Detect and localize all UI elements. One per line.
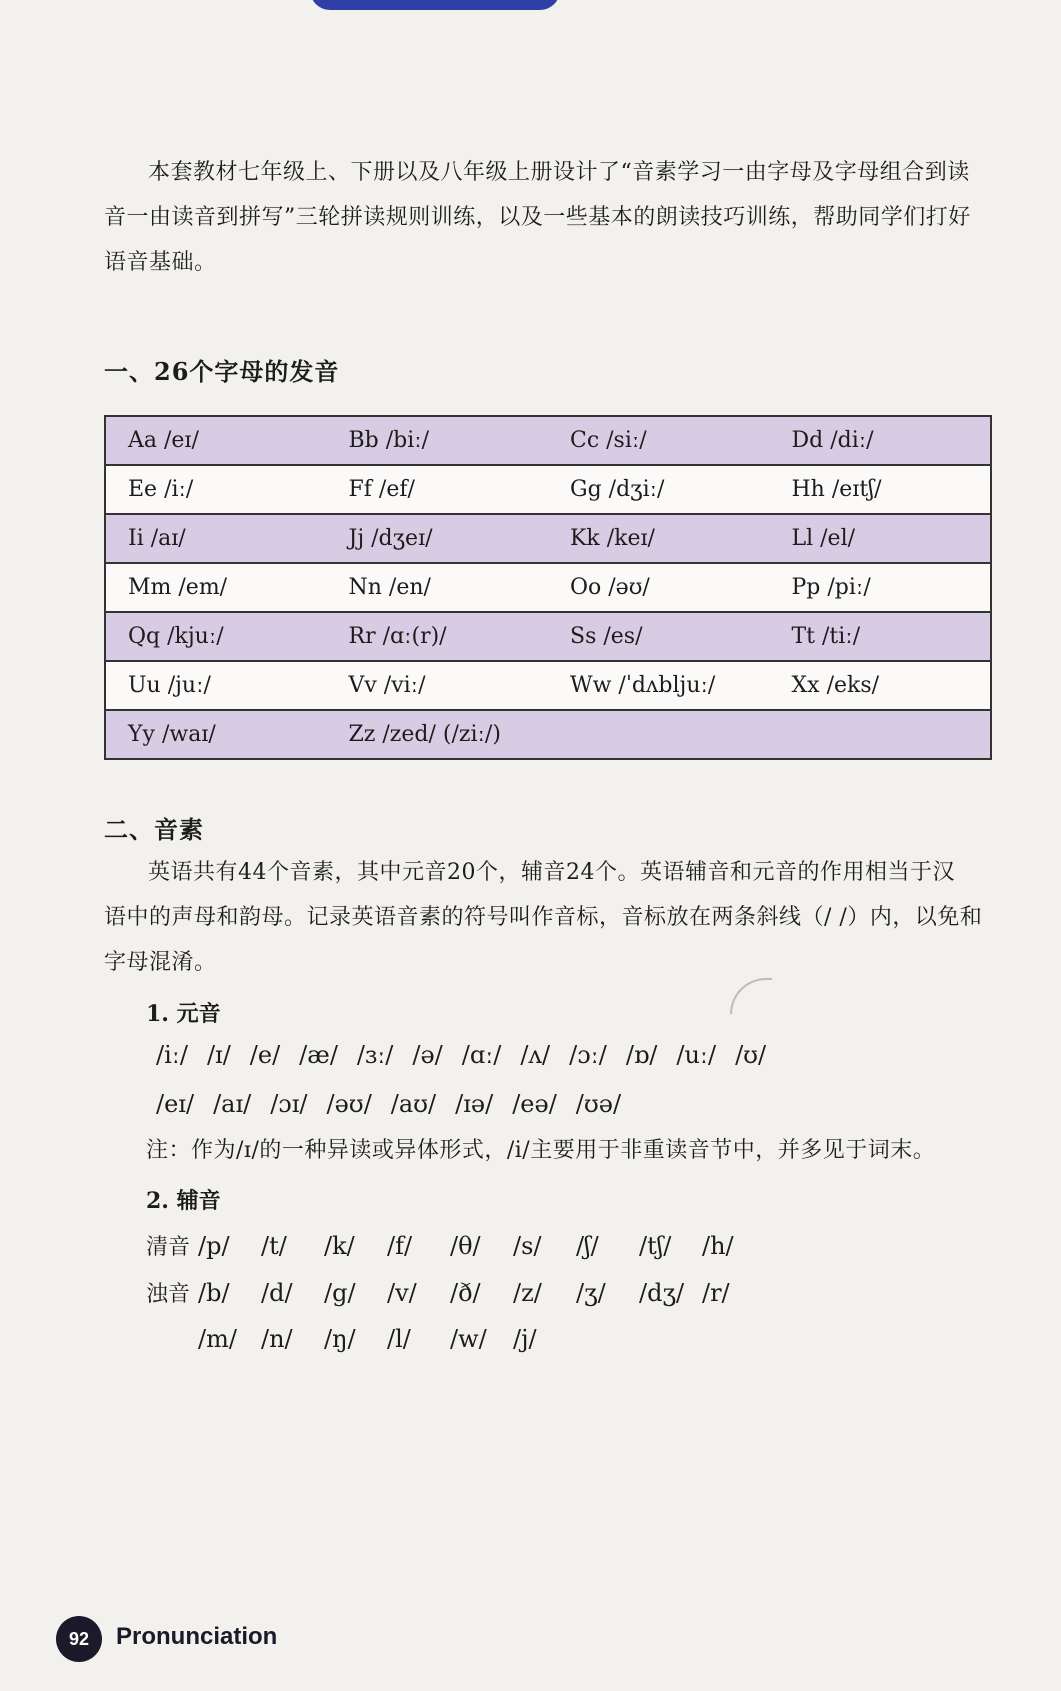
phoneme-symbol: /b/ [198, 1279, 230, 1307]
phoneme-symbol: /k/ [324, 1232, 355, 1260]
intro-paragraph [104, 150, 989, 285]
page-number: 92 [56, 1616, 102, 1662]
vowels-row-1 [156, 1041, 785, 1069]
letter-cell: Ll /el/ [770, 514, 992, 563]
letter-cell: Mm /em/ [105, 563, 327, 612]
note: 注：作为/ɪ/的一种异读或异体形式，/i/主要用于非重读音节中，并多见于词末。 [146, 1138, 936, 1163]
phoneme-symbol: /d/ [261, 1279, 293, 1307]
phoneme-symbol: /p/ [198, 1232, 230, 1260]
phoneme-symbol: /aʊ/ [390, 1090, 437, 1118]
phoneme-symbol: /z/ [513, 1279, 542, 1307]
footer-label: Pronunciation [116, 1623, 278, 1650]
letter-cell: Oo /əʊ/ [548, 563, 770, 612]
intro-line-1: 本套教材七年级上、下册以及八年级上册设计了“音素学习一由字母及字母组合到读 [148, 160, 970, 185]
letter-cell: Tt /tiː/ [770, 612, 992, 661]
phoneme-symbol: /dʒ/ [639, 1279, 685, 1307]
letter-cell: Hh /eɪtʃ/ [770, 465, 992, 514]
vowels-row-2 [156, 1090, 640, 1118]
phoneme-symbol: /iː/ [156, 1041, 188, 1069]
letter-cell: Xx /eks/ [770, 661, 992, 710]
phoneme-symbol: /r/ [702, 1279, 730, 1307]
consonants-title: 2. 辅音 [146, 1188, 221, 1214]
phoneme-symbol: /ŋ/ [324, 1325, 356, 1353]
phoneme-symbol: /əʊ/ [326, 1090, 372, 1118]
letter-cell: Cc /siː/ [548, 416, 770, 465]
letter-cell: Gg /dʒiː/ [548, 465, 770, 514]
section2-line-3: 字母混淆。 [104, 950, 217, 975]
letter-cell: Uu /juː/ [105, 661, 327, 710]
phoneme-symbol: /t/ [261, 1232, 287, 1260]
phoneme-symbol: /s/ [513, 1232, 542, 1260]
phoneme-symbol: /f/ [387, 1232, 413, 1260]
letter-cell: Yy /waɪ/ [105, 710, 327, 759]
letter-cell: Ff /ef/ [327, 465, 549, 514]
intro-line-3: 语音基础。 [104, 250, 217, 275]
letter-cell [770, 710, 992, 759]
phoneme-symbol: /h/ [702, 1232, 734, 1260]
letter-cell: Qq /kjuː/ [105, 612, 327, 661]
phoneme-symbol: /l/ [387, 1325, 411, 1353]
phoneme-symbol: /g/ [324, 1279, 356, 1307]
phoneme-symbol: /ɑː/ [461, 1041, 502, 1069]
phoneme-symbol: /ʊ/ [735, 1041, 767, 1069]
phoneme-symbol: /n/ [261, 1325, 293, 1353]
letter-cell: Rr /ɑː(r)/ [327, 612, 549, 661]
phoneme-symbol: /j/ [513, 1325, 537, 1353]
letter-cell: Ww /ˈdʌbljuː/ [548, 661, 770, 710]
alphabet-row [105, 563, 991, 612]
phoneme-symbol: /ə/ [412, 1041, 443, 1069]
letter-cell [548, 710, 770, 759]
phoneme-symbol: /θ/ [450, 1232, 481, 1260]
phoneme-symbol: /aɪ/ [213, 1090, 252, 1118]
phoneme-symbol: /w/ [450, 1325, 487, 1353]
section2-line-2: 语中的声母和韵母。记录英语音素的符号叫作音标，音标放在两条斜线（/ /）内，以免和 [104, 905, 983, 930]
phoneme-symbol: /ɔɪ/ [270, 1090, 308, 1118]
phoneme-symbol: /ð/ [450, 1279, 481, 1307]
letter-cell: Pp /piː/ [770, 563, 992, 612]
letter-cell: Ii /aɪ/ [105, 514, 327, 563]
section1-title: 一、26个字母的发音 [104, 357, 340, 386]
phoneme-symbol: /m/ [198, 1325, 237, 1353]
letter-cell: Aa /eɪ/ [105, 416, 327, 465]
vowels-title: 1. 元音 [146, 1001, 221, 1027]
voiceless-row [146, 1230, 765, 1261]
phoneme-symbol: /æ/ [299, 1041, 338, 1069]
letter-cell: Ss /es/ [548, 612, 770, 661]
alphabet-table [104, 415, 992, 760]
phoneme-symbol: /ʊə/ [575, 1090, 622, 1118]
phoneme-symbol: /ɒ/ [625, 1041, 658, 1069]
voiced-label: 浊音 [146, 1282, 191, 1307]
phoneme-symbol: /eə/ [512, 1090, 557, 1118]
phoneme-symbol: /ɜː/ [356, 1041, 394, 1069]
intro-line-2: 音一由读音到拼写”三轮拼读规则训练，以及一些基本的朗读技巧训练，帮助同学们打好 [104, 205, 971, 230]
alphabet-row [105, 661, 991, 710]
phoneme-symbol: /ʒ/ [576, 1279, 606, 1307]
section2-line-1: 英语共有44个音素，其中元音20个，辅音24个。英语辅音和元音的作用相当于汉 [148, 860, 955, 885]
other-consonants-row [146, 1325, 576, 1353]
letter-cell: Bb /biː/ [327, 416, 549, 465]
phoneme-symbol: /v/ [387, 1279, 417, 1307]
phoneme-symbol: /uː/ [676, 1041, 717, 1069]
alphabet-row [105, 514, 991, 563]
alphabet-row [105, 710, 991, 759]
letter-cell: Dd /diː/ [770, 416, 992, 465]
alphabet-row [105, 612, 991, 661]
letter-cell: Ee /iː/ [105, 465, 327, 514]
voiced-row [146, 1277, 765, 1308]
letter-cell: Jj /dʒeɪ/ [327, 514, 549, 563]
letter-cell: Nn /en/ [327, 563, 549, 612]
letter-cell: Kk /keɪ/ [548, 514, 770, 563]
alphabet-row [105, 465, 991, 514]
alphabet-row [105, 416, 991, 465]
phoneme-symbol: /eɪ/ [156, 1090, 195, 1118]
top-accent-bar [310, 0, 560, 10]
phoneme-symbol: /ʃ/ [576, 1232, 599, 1260]
letter-cell: Vv /viː/ [327, 661, 549, 710]
voiceless-label: 清音 [146, 1235, 191, 1260]
section2-paragraph [104, 850, 989, 985]
phoneme-symbol: /tʃ/ [639, 1232, 672, 1260]
phoneme-symbol: /ɪ/ [206, 1041, 231, 1069]
phoneme-symbol: /ɔː/ [569, 1041, 607, 1069]
phoneme-symbol: /ɪə/ [455, 1090, 494, 1118]
phoneme-symbol: /e/ [249, 1041, 281, 1069]
letter-cell: Zz /zed/ (/ziː/) [327, 710, 549, 759]
phoneme-symbol: /ʌ/ [520, 1041, 551, 1069]
section2-title: 二、音素 [104, 815, 204, 844]
